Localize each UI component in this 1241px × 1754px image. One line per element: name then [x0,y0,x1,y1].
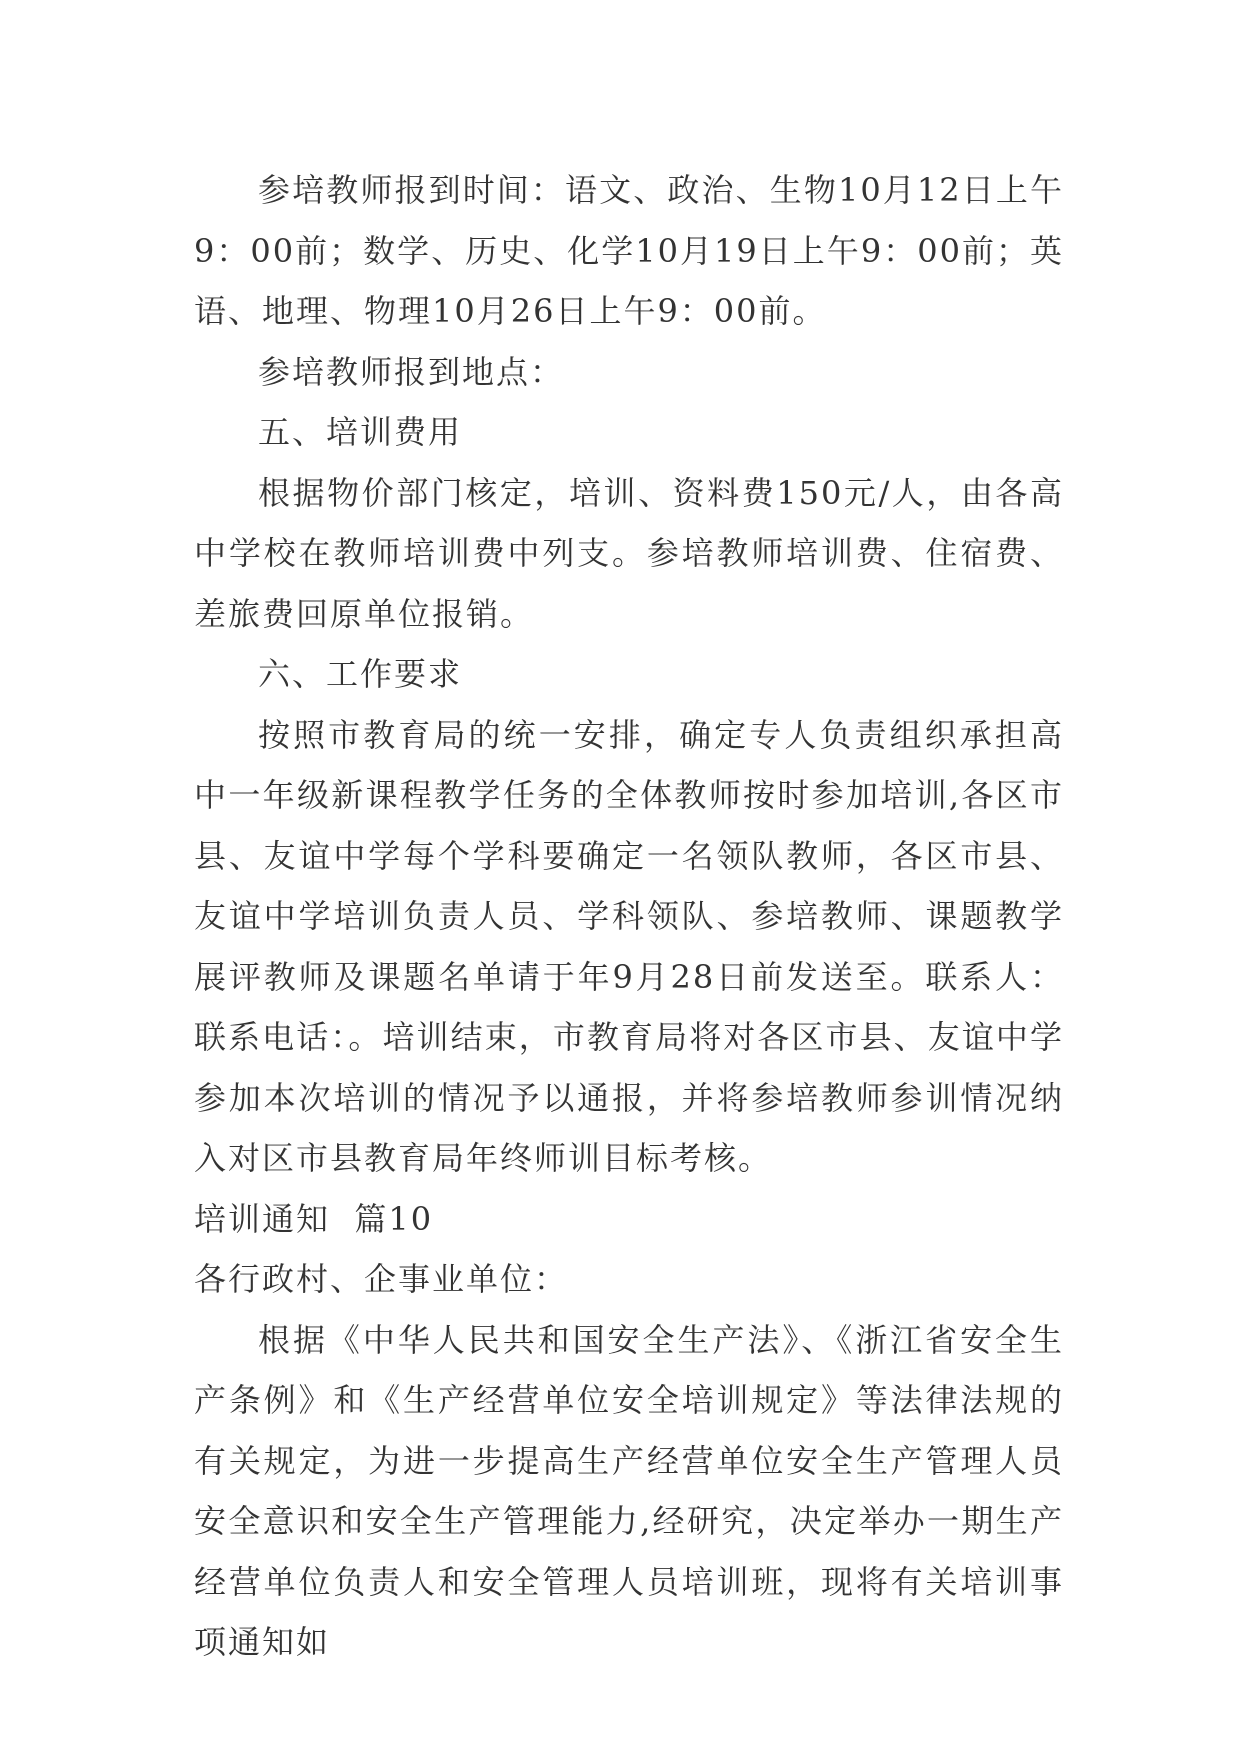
section-heading-fees: 五、培训费用 [258,413,463,451]
notice-addressee: 各行政村、企事业单位： [194,1260,569,1298]
paragraph-report-location: 参培教师报到地点： [258,352,565,391]
paragraph-report-time: 参培教师报到时间：语文、政治、生物10月12日上午9：00前；数学、历史、化学10月19日上午9：00前；英语、地理、物理10月26日上午9：00前。 [194,171,1064,330]
paragraph-notice-body: 根据《中华人民共和国安全生产法》、《浙江省安全生产条例》和《生产经营单位安全培训规定》等法律法规的有关规定，为进一步提高生产经营单位安全生产管理人员安全意识和安全生产管理能力,经研究，决定举办一期生产经营单位负责人和安全管理人员培训班，现将有关培训事项通知如 [194,1320,1064,1661]
document-body [194,160,1064,1673]
paragraph-requirements: 按照市教育局的统一安排，确定专人负责组织承担高中一年级新课程教学任务的全体教师按时参加培训,各区市县、友谊中学每个学科要确定一名领队教师，各区市县、友谊中学培训负责人员、学科领队、参培教师、课题教学展评教师及课题名单请于年9月28日前发送至。联系人：联系电话：。培训结束，市教育局将对各区市县、友谊中学参加本次培训的情况予以通报，并将参培教师参训情况纳入对区市县教育局年终师训目标考核。 [194,715,1064,1177]
notice-title: 培训通知 篇10 [194,1199,434,1238]
section-heading-requirements: 六、工作要求 [258,655,463,693]
paragraph-fees: 根据物价部门核定，培训、资料费150元/人，由各高中学校在教师培训费中列支。参培教师培训费、住宿费、差旅费回原单位报销。 [194,473,1064,633]
